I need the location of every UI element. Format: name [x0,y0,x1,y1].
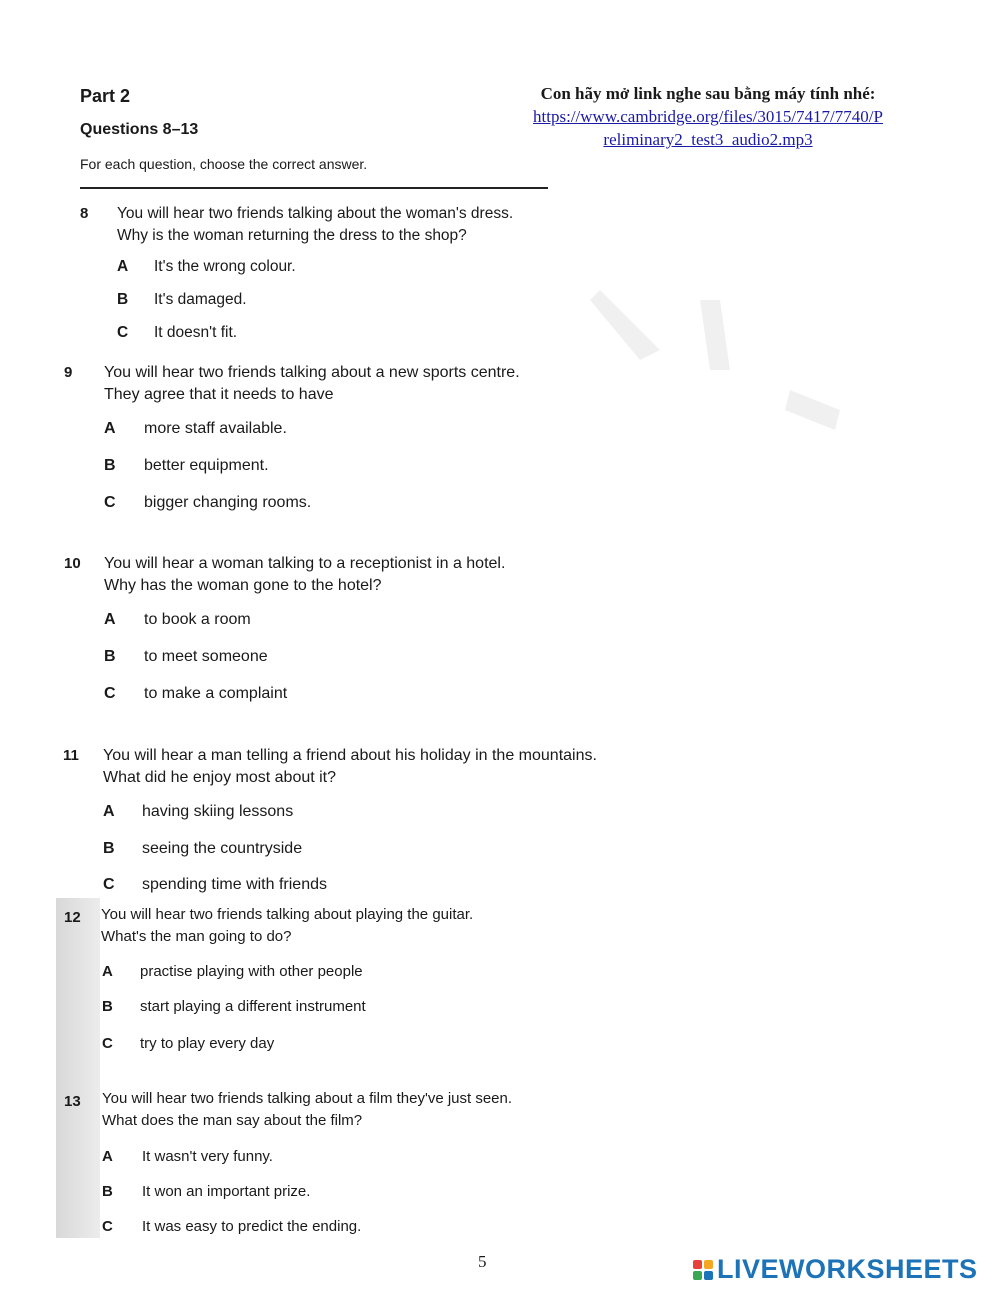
stem-line-2: Why is the woman returning the dress to the shop? [117,227,467,244]
stem-line-2: What did he enjoy most about it? [103,769,337,786]
stem-line-1: You will hear two friends talking about a new sports centre. [104,364,520,381]
stem-line-2: What does the man say about the film? [102,1112,363,1129]
page-number: 5 [478,1252,487,1271]
question-number: 9 [64,364,73,381]
option-text: seeing the countryside [142,840,303,857]
audio-link-line2[interactable]: reliminary2_test3_audio2.mp3 [603,130,813,149]
option-letter: A [103,803,115,820]
option-letter: B [102,1183,113,1200]
question-number: 13 [64,1093,81,1110]
logo-icon [693,1260,713,1280]
question-stem [102,1088,512,1132]
option-letter: C [117,324,129,341]
question-stem [104,362,520,406]
option-letter: A [104,611,116,628]
option-text: It wasn't very funny. [142,1148,273,1165]
option-text: It doesn't fit. [154,324,238,341]
option-text: to book a room [144,611,251,628]
option-letter: A [102,1148,113,1165]
question-stem [103,745,597,789]
audio-note [490,82,926,151]
option-text: better equipment. [144,457,269,474]
option-text: spending time with friends [142,876,327,893]
option-text: start playing a different instrument [140,998,366,1015]
option-letter: C [102,1218,113,1235]
stem-line-1: You will hear two friends talking about a film they've just seen. [102,1090,513,1107]
logo-square [704,1271,713,1280]
logo-square [704,1260,713,1269]
instructions: For each question, choose the correct answer. [80,156,368,172]
stem-line-1: You will hear two friends talking about playing the guitar. [101,906,474,923]
question-number: 11 [63,747,79,764]
question-number: 10 [64,555,81,572]
note-title: Con hãy mở link nghe sau bằng máy tính nhé: [540,84,876,103]
option-letter: A [104,420,116,437]
option-letter: C [104,685,116,702]
logo-text: LIVEWORKSHEETS [717,1254,978,1284]
option-text: try to play every day [140,1035,275,1052]
option-letter: C [103,876,115,893]
stem-line-2: They agree that it needs to have [104,386,334,403]
option-letter: A [102,963,113,980]
option-letter: C [104,494,116,511]
option-text: It's the wrong colour. [154,258,296,275]
logo-square [693,1271,702,1280]
option-text: more staff available. [144,420,287,437]
scan-shadow [56,898,100,1238]
question-number: 12 [64,909,81,926]
stem-line-1: You will hear a woman talking to a receptionist in a hotel. [104,555,506,572]
option-letter: B [104,648,116,665]
option-text: It's damaged. [154,291,247,308]
option-text: It was easy to predict the ending. [142,1218,362,1235]
divider [80,187,548,189]
audio-link-line1[interactable]: https://www.cambridge.org/files/3015/7417/7740/P [533,107,883,126]
option-letter: B [102,998,113,1015]
part-title: Part 2 [80,86,131,106]
stem-line-1: You will hear two friends talking about the woman's dress. [117,205,514,222]
stem-line-1: You will hear a man telling a friend about his holiday in the mountains. [103,747,597,764]
stem-line-2: Why has the woman gone to the hotel? [104,577,382,594]
question-stem [101,904,473,948]
option-letter: A [117,258,129,275]
logo-square [693,1260,702,1269]
option-letter: B [117,291,129,308]
option-letter: B [103,840,115,857]
option-text: to make a complaint [144,685,288,702]
questions-range: Questions 8–13 [80,121,199,138]
option-text: to meet someone [144,648,268,665]
question-stem [104,553,505,597]
stem-line-2: What's the man going to do? [101,928,292,945]
option-text: It won an important prize. [142,1183,311,1200]
liveworksheets-logo [693,1254,978,1285]
question-number: 8 [80,205,89,222]
option-letter: B [104,457,116,474]
option-text: practise playing with other people [140,963,363,980]
option-text: bigger changing rooms. [144,494,312,511]
question-stem [117,203,513,247]
option-text: having skiing lessons [142,803,294,820]
option-letter: C [102,1035,113,1052]
watermark-mark [590,280,850,460]
